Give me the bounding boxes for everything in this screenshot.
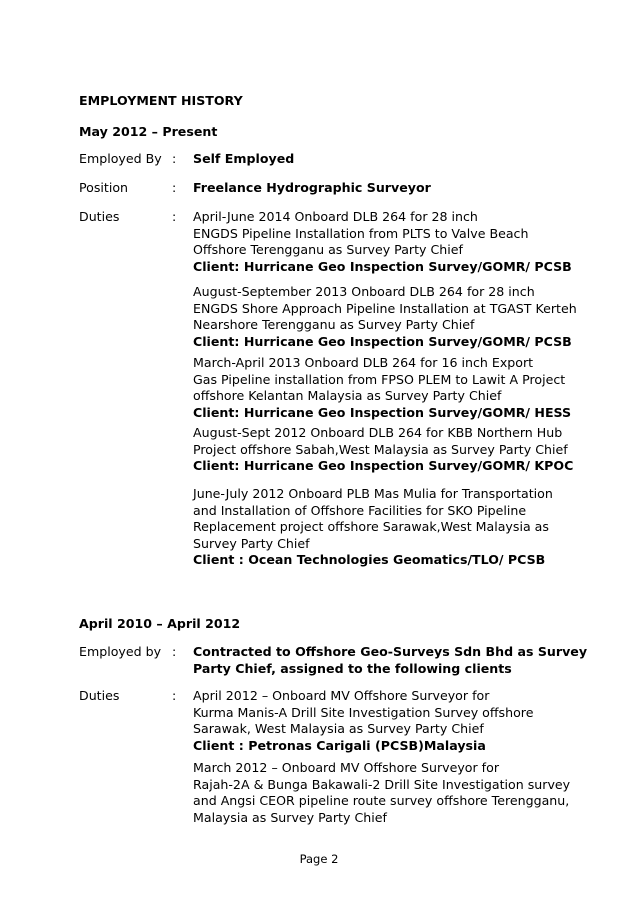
- position-value: Freelance Hydrographic Surveyor: [193, 180, 431, 195]
- period-title: May 2012 – Present: [79, 124, 218, 139]
- duty-line: ENGDS Pipeline Installation from PLTS to Valve Beach: [193, 225, 529, 241]
- duty-entry: [193, 355, 571, 421]
- duty-line: ENGDS Shore Approach Pipeline Installation at TGAST Kerteh: [193, 300, 577, 316]
- employed-by-line: Contracted to Offshore Geo-Surveys Sdn Bhd as Survey: [193, 644, 588, 659]
- duty-entry: [193, 284, 577, 350]
- duty-line: and Installation of Offshore Facilities for SKO Pipeline: [193, 502, 527, 518]
- duty-line: and Angsi CEOR pipeline route survey offshore Terengganu,: [193, 793, 570, 808]
- duty-line: Project offshore Sabah,West Malaysia as Survey Party Chief: [193, 441, 568, 457]
- duty-line: offshore Kelantan Malaysia as Survey Party Chief: [193, 388, 502, 403]
- duty-entry: [193, 209, 572, 275]
- duty-entry: [193, 425, 573, 475]
- duty-client: Client: Hurricane Geo Inspection Survey/GOMR/ KPOC: [193, 458, 574, 473]
- colon: :: [172, 151, 177, 166]
- duty-entry: [193, 486, 553, 569]
- duty-line: June-July 2012 Onboard PLB Mas Mulia for Transportation: [193, 486, 553, 501]
- duty-line: August-September 2013 Onboard DLB 264 for 28 inch: [193, 284, 535, 299]
- colon: :: [172, 688, 177, 703]
- employed-by-value: [193, 644, 587, 677]
- colon: :: [172, 209, 177, 224]
- duty-entry: [193, 760, 570, 826]
- duty-line: March-April 2013 Onboard DLB 264 for 16 inch Export: [193, 355, 534, 370]
- duty-client: Client: Hurricane Geo Inspection Survey/GOMR/ PCSB: [193, 258, 572, 274]
- duty-client: Client : Petronas Carigali (PCSB)Malaysia: [193, 737, 486, 753]
- section-title: EMPLOYMENT HISTORY: [79, 93, 243, 108]
- colon: :: [172, 644, 177, 659]
- duty-line: Kurma Manis-A Drill Site Investigation Survey offshore: [193, 704, 534, 720]
- duty-line: April 2012 – Onboard MV Offshore Surveyor for: [193, 688, 490, 703]
- duty-line: August-Sept 2012 Onboard DLB 264 for KBB Northern Hub: [193, 425, 563, 440]
- duty-line: Rajah-2A & Bunga Bakawali-2 Drill Site Investigation survey: [193, 776, 571, 792]
- duty-line: Offshore Terengganu as Survey Party Chief: [193, 242, 463, 257]
- position-label: Position: [79, 180, 129, 195]
- employed-by-label: Employed by: [79, 644, 162, 659]
- duties-label: Duties: [79, 209, 120, 224]
- duty-line: Malaysia as Survey Party Chief: [193, 809, 387, 825]
- duty-entry: [193, 688, 533, 754]
- duty-client: Client: Hurricane Geo Inspection Survey/GOMR/ HESS: [193, 404, 572, 420]
- employed-by-line: Party Chief, assigned to the following clients: [193, 660, 512, 676]
- duties-label: Duties: [79, 688, 120, 703]
- colon: :: [172, 180, 177, 195]
- duty-line: Sarawak, West Malaysia as Survey Party Chief: [193, 721, 484, 736]
- duty-line: Gas Pipeline installation from FPSO PLEM to Lawit A Project: [193, 371, 566, 387]
- duty-line: Survey Party Chief: [193, 535, 310, 551]
- employed-by-label: Employed By: [79, 151, 162, 166]
- page-number: Page 2: [299, 852, 339, 866]
- duty-client: Client : Ocean Technologies Geomatics/TLO/ PCSB: [193, 552, 546, 567]
- period-title: April 2010 – April 2012: [79, 616, 241, 631]
- employed-by-value: Self Employed: [193, 151, 295, 166]
- duty-line: Replacement project offshore Sarawak,West Malaysia as: [193, 519, 549, 534]
- duty-line: April-June 2014 Onboard DLB 264 for 28 inch: [193, 209, 478, 224]
- duty-client: Client: Hurricane Geo Inspection Survey/GOMR/ PCSB: [193, 333, 572, 349]
- duty-line: Nearshore Terengganu as Survey Party Chief: [193, 317, 475, 332]
- duty-line: March 2012 – Onboard MV Offshore Surveyor for: [193, 760, 499, 775]
